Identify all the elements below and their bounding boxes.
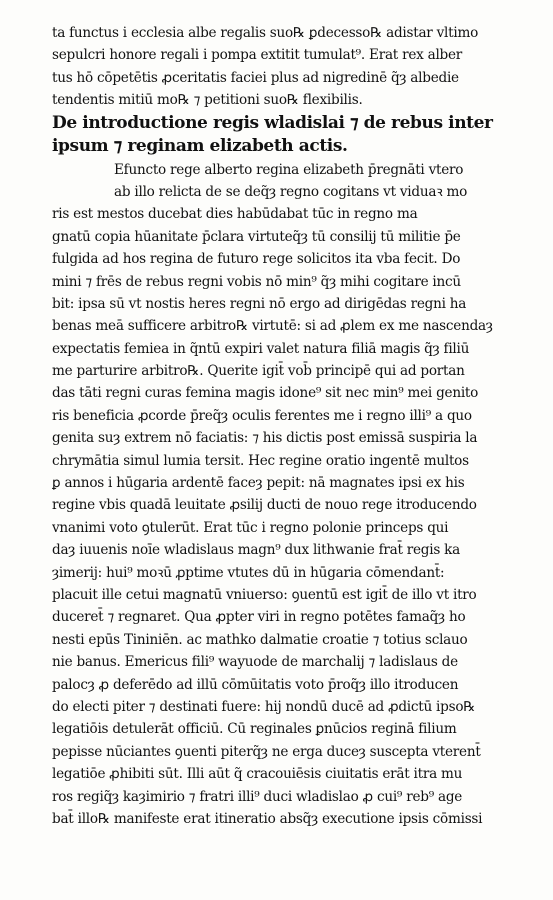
text-line: do electi piter ⁊ destinati fuere: hij nondū ducē ad ꝓdictū ipso℞ [52, 698, 476, 715]
text-line: sepulcri honore regali i pompa extitit tumulat⁹. Erat rex alber [52, 47, 463, 64]
text-line: pepisse nūciantes ꝯuenti piterq̃ȝ ne erga duceȝ suscepta vterent̄ [52, 743, 481, 760]
text-line: ꝑ annos i hūgaria ardentē faceȝ pepit: nā magnates ipsi ex his [52, 475, 465, 492]
text-line: palocȝ ꝓ deferēdo ad illū cōmūitatis voto p̄roq̃ȝ illo itroducen [52, 676, 459, 693]
text-line: ris beneficia ꝓcorde p̄req̃ȝ oculis ferentes me i regno illi⁹ a quo [52, 407, 472, 424]
text-line: chrymātia simul lumia tersit. Hec regine oratio ingentē multos [52, 452, 469, 469]
text-line: duceret̄ ⁊ regnaret. Qua ꝓpter viri in regno potētes famaq̃ȝ ho [52, 609, 466, 626]
text-line: legatiōe ꝓhibiti sūt. Illi aūt q̃ cracouiēsis ciuitatis erāt itra mu [52, 766, 463, 783]
text-line: vnanimi voto ꝯtulerūt. Erat tūc i regno polonie princeps qui [52, 519, 449, 536]
text-column [52, 22, 534, 830]
chapter-heading [52, 112, 534, 159]
text-line: placuit ille cetui magnatū vniuerso: ꝯuentū est igit̄ de illo vt itro [52, 586, 477, 603]
text-line: daȝ iuuenis noīe wladislaus magn⁹ dux lithwanie frat̄ regis ka [52, 542, 460, 559]
text-line: das tāti regni curas femina magis idone⁹ sit nec min⁹ mei genito [52, 385, 479, 402]
text-line: fulgida ad hos regina de futuro rege solicitos ita vba fecit. Do [52, 251, 461, 268]
text-line: genita suȝ extrem nō faciatis: ⁊ his dictis post emissā suspiria la [52, 430, 478, 447]
text-line: tus hō cōpetētis ꝓceritatis faciei plus ad nigredinē q̃ȝ albedie [52, 69, 459, 86]
text-line: benas meā sufficere arbitro℞ virtutē: si ad ꝓlem ex me nascendaȝ [52, 318, 493, 335]
text-line: nie banus. Emericus fili⁹ wayuode de marchalij ⁊ ladislaus de [52, 654, 458, 671]
text-line: tendentis mitiū mo℞ ⁊ petitioni suo℞ flexibilis. [52, 92, 363, 109]
text-line: bat̄ illo℞ manifeste erat itineratio absq̃ȝ executione ipsis cōmissi [52, 810, 483, 827]
text-line: me parturire arbitro℞. Querite igit̄ vob̄ principē qui ad portan [52, 363, 465, 380]
text-line: bit: ipsa sū vt nostis heres regni nō ergo ad dirigēdas regni ha [52, 295, 467, 312]
text-line: ris est mestos ducebat dies habūdabat tūc in regno ma [52, 206, 418, 223]
text-line: ab illo relicta de se deq̃ȝ regno cogitans vt viduaꝛ mo [114, 183, 468, 200]
text-line: legatiōis detulerāt officiū. Cū reginales ꝑnūcios reginā filium [52, 721, 457, 738]
text-line: mini ⁊ frēs de rebus regni vobis nō min⁹ q̃ȝ mihi cogitare incū [52, 273, 461, 290]
text-line: Efuncto rege alberto regina elizabeth p̄regnāti vtero [114, 161, 464, 178]
heading-line: De introductione regis wladislai ⁊ de rebus inter [52, 112, 493, 133]
text-line: ros regiq̃ȝ kaȝimirio ⁊ fratri illi⁹ duci wladislao ꝓ cui⁹ reb⁹ age [52, 788, 463, 805]
text-line: gnatū copia hūanitate p̄clara virtuteq̃ȝ tū consilij tū militie p̄e [52, 228, 461, 245]
text-line: ȝimerij: hui⁹ moꝛū ꝓptime vtutes dū in hūgaria cōmendant̄: [52, 564, 445, 581]
text-line: regine vbis quadā leuitate ꝓsilij ducti de nouo rege itroducendo [52, 497, 477, 514]
paragraph-continued [52, 22, 534, 112]
heading-line: ipsum ⁊ reginam elizabeth actis. [52, 136, 348, 157]
text-line: expectatis femiea in q̃ntū expiri valet natura filiā magis q̃ȝ filiū [52, 340, 470, 357]
text-line: nesti epūs Tininiēn. ac mathko dalmatie croatie ⁊ totius sclauo [52, 631, 468, 648]
text-line: ta functus i ecclesia albe regalis suo℞ ꝑdecesso℞ adistar vltimo [52, 25, 479, 41]
paragraph-main [52, 159, 534, 831]
